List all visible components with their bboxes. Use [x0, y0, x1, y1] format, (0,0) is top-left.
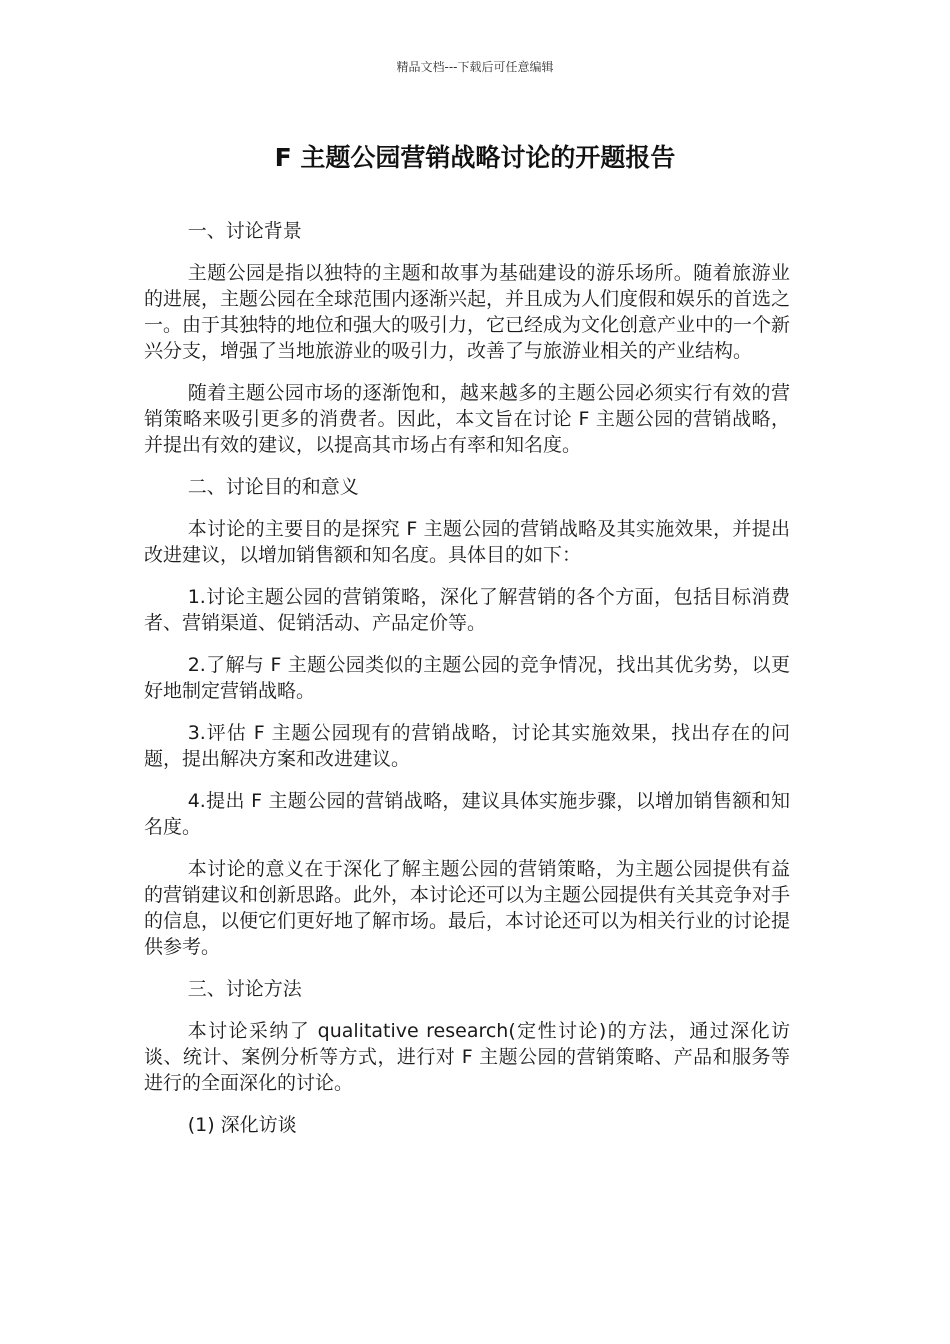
- section-heading-background: 一、讨论背景: [187, 220, 302, 242]
- section-heading-purpose: 二、讨论目的和意义: [187, 476, 359, 498]
- paragraph-method: 本讨论采纳了 qualitative research(定性讨论)的方法，通过深化访谈、统计、案例分析等方式，进行对 F 主题公园的营销策略、产品和服务等进行的全面深化的讨论。: [144, 1020, 790, 1094]
- document-body: [144, 218, 790, 1154]
- document-title: F 主题公园营销战略讨论的开题报告: [274, 143, 676, 172]
- purpose-item-1: 1.讨论主题公园的营销策略，深化了解营销的各个方面，包括目标消费者、营销渠道、促销活动、产品定价等。: [144, 586, 790, 634]
- paragraph-significance: 本讨论的意义在于深化了解主题公园的营销策略，为主题公园提供有益的营销建议和创新思路。此外，本讨论还可以为主题公园提供有关其竞争对手的信息，以便它们更好地了解市场。最后，本讨论还可以为相关行业的讨论提供参考。: [144, 858, 791, 958]
- subheading-interviews: (1) 深化访谈: [187, 1114, 297, 1136]
- section-heading-method: 三、讨论方法: [187, 978, 302, 1000]
- paragraph-background-2: 随着主题公园市场的逐渐饱和，越来越多的主题公园必须实行有效的营销策略来吸引更多的消费者。因此，本文旨在讨论 F 主题公园的营销战略，并提出有效的建议，以提高其市场占有率和知名度。: [144, 382, 790, 456]
- purpose-item-2: 2.了解与 F 主题公园类似的主题公园的竞争情况，找出其优劣势，以更好地制定营销战略。: [144, 654, 790, 702]
- page-header: 精品文档---下载后可任意编辑: [396, 60, 554, 74]
- paragraph-background-1: 主题公园是指以独特的主题和故事为基础建设的游乐场所。随着旅游业的进展，主题公园在全球范围内逐渐兴起，并且成为人们度假和娱乐的首选之一。由于其独特的地位和强大的吸引力，它已经成为文化创意产业中的一个新兴分支，增强了当地旅游业的吸引力，改善了与旅游业相关的产业结构。: [144, 262, 791, 362]
- purpose-item-3: 3.评估 F 主题公园现有的营销战略，讨论其实施效果，找出存在的问题，提出解决方案和改进建议。: [144, 722, 790, 770]
- paragraph-purpose-intro: 本讨论的主要目的是探究 F 主题公园的营销战略及其实施效果，并提出改进建议，以增加销售额和知名度。具体目的如下：: [144, 518, 790, 566]
- purpose-item-4: 4.提出 F 主题公园的营销战略，建议具体实施步骤，以增加销售额和知名度。: [144, 790, 790, 838]
